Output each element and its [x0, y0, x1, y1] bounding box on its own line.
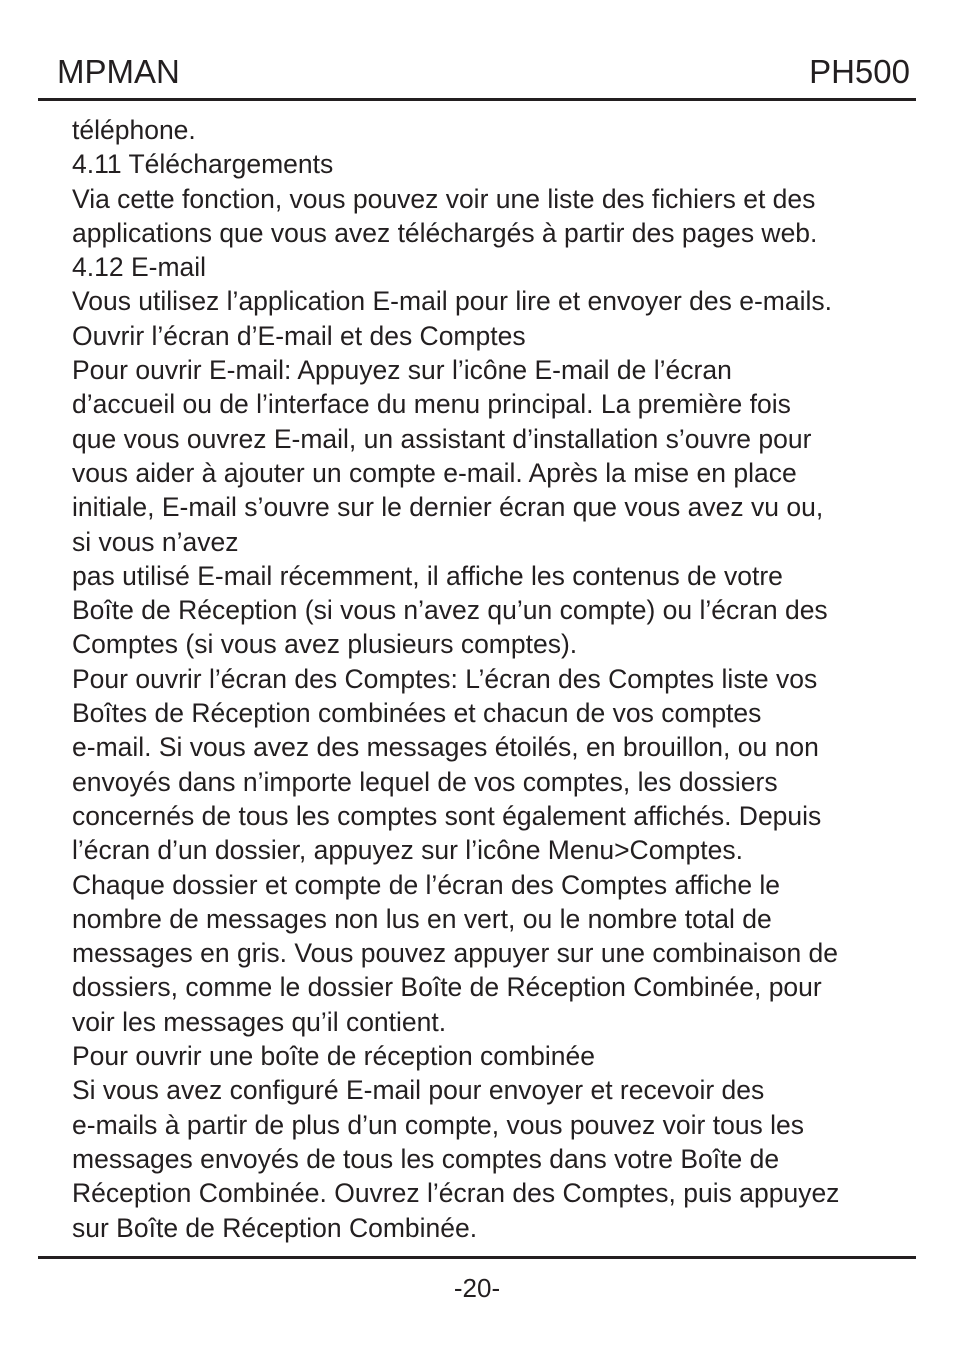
model-name: PH500	[809, 53, 910, 90]
text-line: initiale, E-mail s’ouvre sur le dernier écran que vous avez vu ou,	[72, 492, 824, 523]
text-line: pas utilisé E-mail récemment, il affiche les contenus de votre	[72, 560, 783, 591]
text-line: Boîte de Réception (si vous n’avez qu’un compte) ou l’écran des	[72, 595, 828, 626]
text-line: messages envoyés de tous les comptes dans votre Boîte de	[72, 1143, 780, 1174]
text-line: Boîtes de Réception combinées et chacun de vos comptes	[72, 698, 762, 729]
subheading-combined-inbox: Pour ouvrir une boîte de réception combinée	[72, 1041, 595, 1072]
text-line: voir les messages qu’il contient.	[72, 1006, 447, 1037]
text-line: si vous n’avez	[72, 526, 239, 557]
text-line: Si vous avez configuré E-mail pour envoyer et recevoir des	[72, 1075, 765, 1106]
text-line: nombre de messages non lus en vert, ou le nombre total de	[72, 903, 772, 934]
text-line: que vous ouvrez E-mail, un assistant d’installation s’ouvre pour	[72, 423, 812, 454]
section-heading-email: 4.12 E-mail	[72, 252, 207, 283]
text-line: envoyés dans n’importe lequel de vos comptes, les dossiers	[72, 766, 778, 797]
text-line: Via cette fonction, vous pouvez voir une liste des fichiers et des	[72, 183, 816, 214]
text-line: e-mail. Si vous avez des messages étoilés, en brouillon, ou non	[72, 732, 819, 763]
section-heading-downloads: 4.11 Téléchargements	[72, 149, 334, 180]
subheading-open-email: Ouvrir l’écran d’E-mail et des Comptes	[72, 320, 526, 351]
text-line: téléphone.	[72, 115, 196, 145]
text-line: d’accueil ou de l’interface du menu principal. La première fois	[72, 389, 791, 420]
text-line: vous aider à ajouter un compte e-mail. Après la mise en place	[72, 457, 797, 488]
text-line: Pour ouvrir l’écran des Comptes: L’écran des Comptes liste vos	[72, 663, 818, 694]
text-line: Vous utilisez l’application E-mail pour lire et envoyer des e-mails.	[72, 286, 833, 317]
text-line: Réception Combinée. Ouvrez l’écran des Comptes, puis appuyez	[72, 1178, 840, 1209]
brand-name: MPMAN	[57, 53, 180, 90]
body-text	[72, 113, 902, 1245]
text-line: e-mails à partir de plus d’un compte, vous pouvez voir tous les	[72, 1109, 805, 1140]
text-line: Pour ouvrir E-mail: Appuyez sur l’icône E-mail de l’écran	[72, 355, 732, 386]
text-line: applications que vous avez téléchargés à partir des pages web.	[72, 217, 818, 248]
page-header	[38, 52, 916, 98]
text-line: concernés de tous les comptes sont également affichés. Depuis	[72, 800, 822, 831]
text-line: sur Boîte de Réception Combinée.	[72, 1212, 478, 1243]
header-divider	[38, 98, 916, 101]
text-line: Comptes (si vous avez plusieurs comptes).	[72, 629, 578, 660]
text-line: dossiers, comme le dossier Boîte de Réception Combinée, pour	[72, 972, 822, 1003]
footer-divider	[38, 1256, 916, 1259]
text-line: Chaque dossier et compte de l’écran des Comptes affiche le	[72, 869, 781, 900]
text-line: messages en gris. Vous pouvez appuyer sur une combinaison de	[72, 938, 839, 969]
text-line: l’écran d’un dossier, appuyez sur l’icône Menu>Comptes.	[72, 835, 743, 866]
page-number: -20-	[453, 1273, 501, 1303]
